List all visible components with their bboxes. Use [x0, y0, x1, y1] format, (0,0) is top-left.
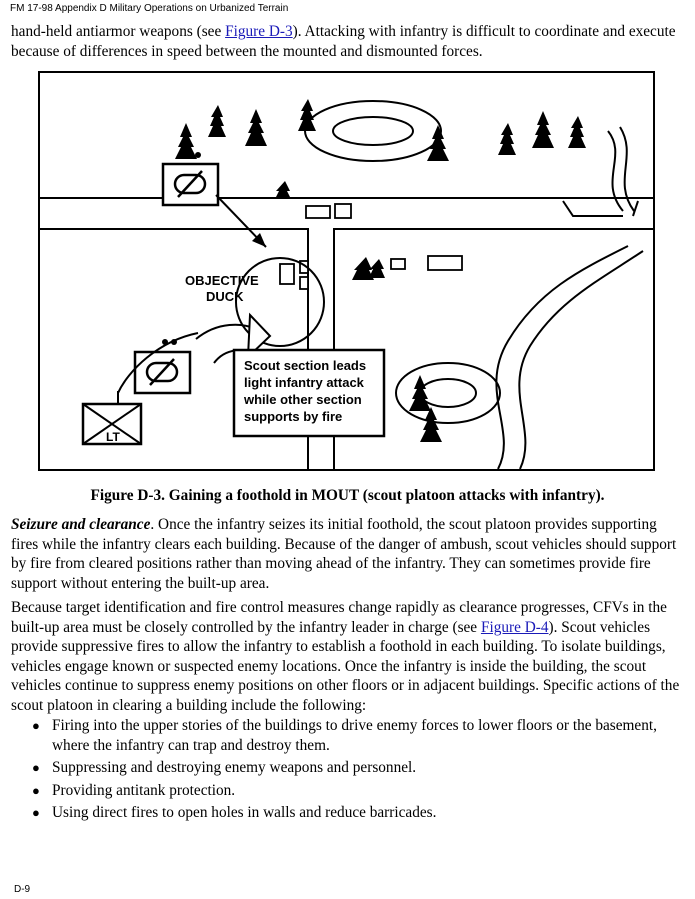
list-item: ● Firing into the upper stories of the buildings to drive enemy forces to lower floors or the basement, where the infantry can trap and destroy them. — [32, 717, 657, 754]
list-item: ● Suppressing and destroying enemy weapons and personnel. — [32, 759, 417, 776]
figure-d3 — [38, 71, 655, 471]
bullet-icon: ● — [32, 718, 40, 733]
list-item: ● Providing antitank protection. — [32, 781, 236, 799]
unit-label: LT — [106, 430, 120, 444]
figure-diagram — [38, 71, 655, 471]
target-text: Because target identification and fire control measures change rapidly as clearance progresses, CFVs in the built-up area must be closely controlled by the infantry leader in charge (see — [11, 599, 667, 636]
seizure-text: . Once the infantry seizes its initial foothold, the scout platoon provides supporting fires while the infantry clears each building. Because of the danger of ambush, scout vehicles should support by fire from cleared positions rather than moving ahead of the infantry. They can sometimes provide fire support without entering the built-up area. — [11, 516, 677, 592]
page-number: D-9 — [14, 884, 31, 895]
target-text-cont: ). Scout vehicles provide suppressive fires to allow the infantry to establish a foothold in each building. To isolate buildings, vehicles engage known or suspected enemy locations. Once the infantry is inside the building, the scout vehicles continue to suppress enemy positions on other floors or in adjacent buildings. Specific actions of the scout platoon in clearing a building include the following: — [11, 618, 680, 714]
objective-label-2: DUCK — [206, 289, 244, 304]
bullet-icon: ● — [32, 805, 40, 820]
intro-text-cont: ). Attacking with infantry is difficult to coordinate and execute because of differences in speed between the mounted and dismounted forces. — [11, 23, 676, 60]
callout-line-4: supports by fire — [244, 409, 343, 424]
bullet-icon: ● — [32, 782, 40, 798]
list-item: ● Using direct fires to open holes in walls and reduce barricades. — [32, 804, 437, 821]
intro-paragraph — [11, 22, 687, 61]
callout-line-3: while other section — [244, 392, 362, 407]
action-list — [32, 716, 692, 826]
figure-d3-link[interactable]: Figure D-3 — [225, 23, 293, 40]
intro-text: hand-held antiarmor weapons (see — [11, 23, 226, 40]
bullet-icon: ● — [32, 760, 40, 775]
document-header: FM 17-98 Appendix D Military Operations on Urbanized Terrain — [10, 3, 289, 14]
objective-label: OBJECTIVE — [185, 273, 259, 288]
callout-line-2: light infantry attack — [244, 375, 364, 390]
target-paragraph — [11, 598, 687, 715]
seizure-paragraph — [11, 515, 687, 593]
figure-caption: Figure D-3. Gaining a foothold in MOUT (scout platoon attacks with infantry). — [90, 487, 605, 504]
seizure-heading: Seizure and clearance — [11, 516, 151, 533]
callout-line-1: Scout section leads — [244, 358, 367, 373]
figure-d4-link[interactable]: Figure D-4 — [480, 618, 549, 636]
